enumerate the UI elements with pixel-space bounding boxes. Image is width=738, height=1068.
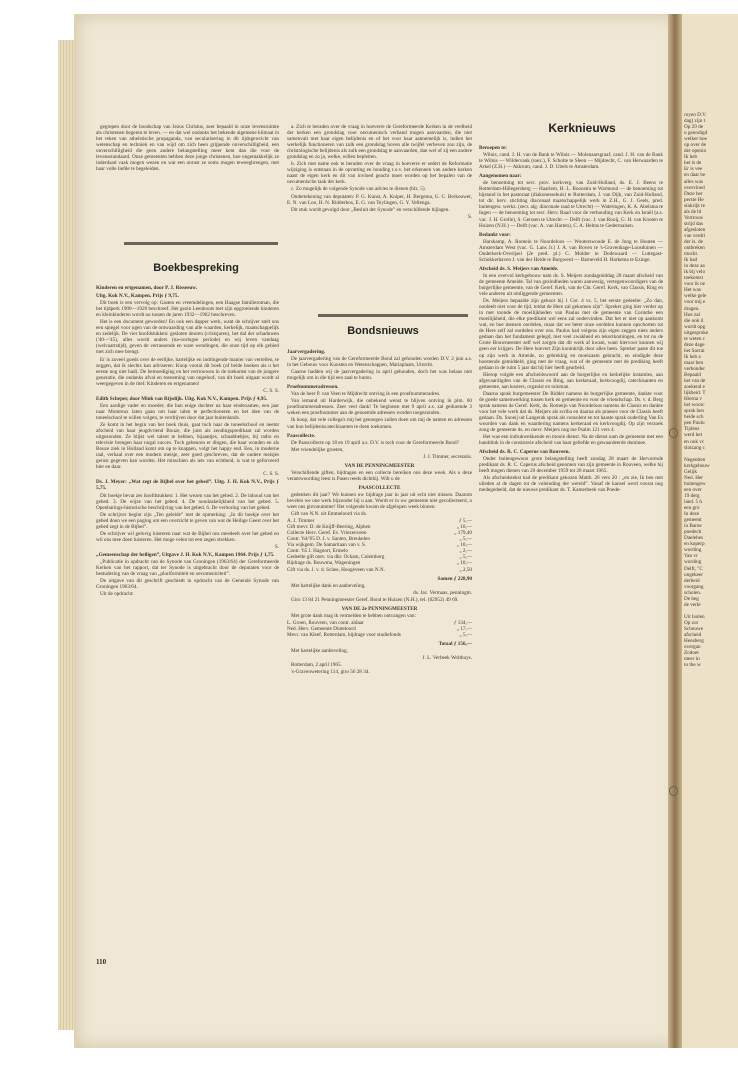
review-4-paragraph: Uit de opdracht: [100,591,134,598]
paragraph: De Paascollecte op 18 en 19 april a.s. D.V. is toch voor de Gereformeerde Bond? [291,439,459,446]
right-page-line: die ook il [684,317,704,324]
right-page-line: pen Paulu [684,420,705,427]
point-c: c. Zo mogelijk de volgende Synode van advies te dienen (blz. 5). [291,186,426,193]
right-page-line: het van de [684,378,706,385]
paragraph: Van iemand uit Harderwijk, die onbekend wenst te blijven ontving ik plm. 60 proefnummeradressen. Zeer veel dank! Te beginnen met 9 april a.s. zal gedurende 3 weken een proefnummer aan de genoemde adressen worden toegezonden. [287,398,472,417]
gifts2-total: Totaal ƒ 156,— [438,640,472,647]
paragraph: Onder buitengewoon grote belangstelling heeft zondag 28 maart de Hervormde predikant ds. R. C. Caperus afscheid genomen van zijn gemeente in Rouveen, welke hij heeft mogen dienen van 20 december 1959 tot 28 maart 1965. [479,456,663,475]
review-4-title: „Gemeenschap der heiligen”, Uitgave J. H. Kok N.V., Kampen 1964. Prijs ƒ 1,75. [96,551,275,558]
gift-amount: „ 10,— [456,560,472,567]
right-page-line: kerkgebouw [684,462,710,469]
gift-description: Contr. '64/'65 D. J. v. Santen, Breukelen [287,536,370,543]
right-page-line: wording [684,547,702,554]
binding-ring-icon [669,786,678,796]
right-page-line: een over [684,486,702,493]
right-page-line: ik bij velo [684,269,706,276]
subheading-beroepen: Beroepen te: [479,145,507,151]
right-page-line: scholen. [684,589,702,596]
paragraph: Van de heer P. van Veen te Mijdrecht ontving ik een proefnummeradres. [291,391,441,398]
column-1-top [96,124,279,248]
right-page-line: poedech [684,529,702,536]
gifts-list [287,518,472,572]
paragraph: Harskamp, A. Romein te Noordeloos — Wouterswoude E. de Jong te Houten — Amsterdam West (vac. G. Lans Jr.) J. A. van Boven te 's-Gravenhage-Loosduinen — Ouderkerk-Overijsel (2e pred. pl.) C. Mulder te Dodewaard — Luttegast-Schokkerhaven J. van der Heide te Burgwerd — Barneveld H. Harkema te Ezinge. [479,238,663,263]
review-1-paragraph: Er is zoveel goeds over de eerlijke, hartelijke en indringende manier van vertellen, te zeggen, dat ik slechts kan adviseren: Koop voorai dit boek (of beide boeken als u het eerste nog niet had). De bemoediging en het vertrouwen in de toekomst van de jongere generatie, die ondanks afval en toeneming van ongeloof, van dit boek uitgaat wordt al weergegeven in de titel: Kinderen en ertgenamen! [96,356,279,387]
right-page-line: strijd das [684,220,703,227]
right-page-line: Vertrouw [684,214,704,221]
right-page-line: deze dage [684,341,705,348]
paragraph: De jaarvergadering van de Gereformeerde Bond zal gehouden worden D.V. 2 juni a.s. in het Gebouw voor Kunsten en Wetenschappen, Mariaplaats, Utrecht. [287,356,472,369]
right-page-line: Hensberg [684,638,704,645]
gift-amount: „ 10,— [456,542,472,549]
book-gutter [668,14,682,1048]
review-1-signature: C. S. S. [263,387,279,394]
closing-note: Dit stuk wordt gevolgd door „Besluit der Synode” en verschillende bijlagen. [291,206,450,213]
right-page-line: het is de [684,160,702,167]
right-page-line: ontbreken [684,245,705,252]
gift-description: Bijdrage ds. Bouwma, Wageningen [287,560,361,567]
column-2-top [287,124,472,312]
binding-ring-icon [669,428,678,438]
paragraph: Met hartelijke dank en aanbeveling, [291,582,366,589]
subheading-penningmeester: VAN DE PENNINGMEESTER [344,462,415,469]
page-number: 110 [96,958,107,966]
gift-description: Contr. '65 J. Hagoort, Ermelo [287,548,349,555]
review-1-title: Kinderen en ertgenamen, door P. J. Risseeuw. [96,285,198,291]
right-page-line: slotzang c [684,444,705,451]
right-page-line: afscheid [684,632,702,639]
paragraph: Als afscheidstekst had de predikant gekozen Matth. 26 vers 20 : „en zie, Ik ben met ulieden al de dagen tot de voleinding der wereld”. Vanaf de kansel werd voorat nog medegedeeld, dat de nieuwe predikant ds. T. Kamerbeek van Poede- [479,475,663,494]
right-page-line: voor ik ne [684,281,706,288]
gift-amount: „ 5,— [459,536,472,543]
right-page-line: wordt opg [684,323,706,330]
gift-amount: „ 10,— [456,524,472,531]
gift-description: Via wijkgem. De Samaritaan van v. S. [287,542,367,549]
section-rule [318,314,468,317]
signatories: Ondertekening van deputaten: P. G. Kunst, A. Kuiper, H. Bergema, G. C. Berkouwer, E. N. van Loo, H. N. Ridderbos, E. G. van Teylingen, G. Y. Vellenga. [287,193,472,206]
right-page-line: Zodoer [684,650,699,657]
right-page-line: Ik heb a [684,353,701,360]
right-page-line: Op 29 de [684,124,704,131]
treasurer-signature: ds. Jac. Vermaas, penningm. [413,589,472,596]
subheading-aangenomen: Aangenomen naar: [479,173,522,180]
column-2-bond-news [287,346,472,946]
paragraph: Met grote dank mag ik vermelden te hebben ontvangen van: [291,612,416,619]
right-page-line: mocht. [684,251,699,258]
gift-description: Gift mevr. D. de Knijff-Beering, Alphen [287,524,371,531]
right-page-line: In deze [684,511,700,518]
column-1-reviews [96,283,279,949]
right-page-line: Bepaald [684,372,701,379]
right-page-line: afgesloten [684,226,706,233]
right-page-line: perste He [684,196,704,203]
gift-description: Collecte Herv. Geref. Ev. Vriezenveen [287,530,367,537]
subheading-paascollecte: Paascollecte. [287,432,316,439]
right-page-line: to the w [684,662,701,669]
subheading-afscheid-meijers: Afscheid ds. S. Meijers van Ameide. [479,265,559,272]
right-page-line: te weten c [684,335,706,342]
right-page-line: Er is vee [684,166,703,173]
right-page-line: overvloed [684,184,705,191]
address-line: Rotterdam, 2 april 1965. [291,662,342,669]
right-page-line: Ned. Her [684,474,704,481]
review-3-paragraph: De schrijver wil gelovig luisteren naar wat de Bijbel ons meedeelt over het gebed en wil ons mee doen luisteren. Het moge velen tot een zegen strekken. [96,530,279,543]
right-page-line: en koperp [684,541,705,548]
right-page-line: zoekend e [684,384,705,391]
point-b: b. Zich met name ook te beraden over de vraag in hoeverre er sedert de Reformatie wijziging is ontstaan in de opvatting en houding t.o.v. het erkennen van andere kerken naast de eigen kerk en dit van invloed geacht moet worden op het bepalen van de oecumenische taak der kerk. [287,161,472,186]
right-page-line: uitgesproke [684,329,709,336]
right-page-line: Hierna v [684,396,703,403]
right-page-line: meer in [684,656,700,663]
right-page-line: het Sacrai [684,347,705,354]
right-page-line: der is. de [684,238,703,245]
right-page-line: de verle [684,601,701,608]
review-4-paragraph: „Publicatie in opdracht van de Synode van Groningen (1963/64) der Gereformeerde Kerken van het rapport, dat ter Synode is uitgebracht door de deputaten voor de bestudering van de vraag van „pluriformiteit en oecumeniciteit”. [96,558,279,578]
intro-paragraph: gegrepen door de boodschap van Jezus Christus, zeer bepaald in onze levensruimte als christenen begeren te leven. — en dat wel ondanks het bekende algemene klimaat in het teken van atheïstische propaganda, van secularisering in dit tijdsgewricht van wetenschap en techniek en van wijd om zich heen grijpende onverschilligheid, een onverschilligheid die geen andere belangstelling meer kent dan die voor de levensstandaard. Onze gemeenten hebben deze jonge christenen, hoe ongemakkelijk ze inderdaad vaak mogen wezen en wat een onrust ze soms mogen teweegbrengen, met haar volle liefde te begeleiden. [96,124,279,173]
right-page-line: Tijdens [684,426,700,433]
right-page-line: en ook vc [684,438,705,445]
right-page-line: overgan [684,644,701,651]
right-page-line: ongekeer [684,571,704,578]
right-page-line: Daelebes [684,535,704,542]
gift-amount: ƒ 5,— [459,518,472,525]
right-page-line: sprak hen [684,408,705,415]
right-page-line: Hoe zal [684,311,700,318]
paragraph: gedenken dit jaar? We kunnen uw bijdrage jaar in jaar uit echt niet missen. Daarom bevelen we one werk bijzonder bij u aan. Wordt er in uw gemeente niet gecollecteerd, u weet ons girronummer! Het volgende kwam de afgelopen week binnen: [287,491,472,511]
right-page-line: Van vr [684,553,698,560]
right-page-line: buitengew [684,480,706,487]
gift-amount: „ 5,— [459,631,472,638]
right-page-line: Delft, "C [684,565,703,572]
paragraph: Verschillende giften, bijdragen en een collecte bereiken ons deze week. Als u deze verantwoording leest is Pasen reeds dichtbij. Wilt u de [287,469,472,482]
right-page-line: welke gele [684,293,707,300]
right-page-line: der openin [684,148,707,155]
secretary-signature: J. J. Timmer, secretaris. [423,453,472,460]
column-3-church-news [479,142,663,954]
right-page-line: wording [684,559,702,566]
gift-description: L. Groen, Rouveen, van contr. aldaar [287,619,364,626]
point-a: a. Zich te beraden over de vraag in hoeverre de Gereformeerde Kerken in de veelheid der kerken een grondslag voor oecumenisch verband mogen aanvaarden, die niet samenvalt met haar eigen belijdenis en of het voor haar aannemelijk is, indien het werkelijk functioneren van zulk een grondslag boven alle twijfel verheven zou zijn, de christologische belijdenis als zulk een grondslag te aanvaarden, dan wel of zij een andere grondslag en zo ja, welke, willen bepleiten. [287,124,472,161]
gift-description: A. J. Timmer [287,518,315,525]
right-page-line: op over de [684,142,706,149]
right-page-line: van verdri [684,232,706,239]
right-page-line: derheid [684,577,700,584]
review-3-paragraph: Dit boekje bevat zes hoofdstukken: 1. Het wezen van het gebed. 2. De inhoud van het gebed. 3. De wijze van het gebed. 4. De noodzakelijkheid van het gebed. 5. Openbarings-historische beschrijving van het gebed. 6. De verhoring van het gebed. [96,492,279,511]
gift-description: Gedeelte gift ontv. via dhr. Ockam, Culemborg [287,554,385,561]
review-2-paragraph: Ze komt in het begin van het boek thuis, gaat toch naar de toneelschool en neemt afscheid van haar jeugdvriend Bouze, die juist als zendingspredikant zal worden uitgezonden. Ze blijkt wel talent te hebben, bijaantjes, schnabbeltjes, bij radio en televisie brengen haar nogal succes. Toch gebeuren er dingen, die haar wonden en als Bouze ziek in Holland komt om op te knappen, volgt het happy end. Een, in moderne taal, verhaal over een modern meisje, zeer goed geschreven, dat de oudere meisjes gerust gegeven kan worden. Het misschien als iets van echtheid, is wat te geforceerd hier en daar. [96,421,279,471]
gift-description: Gift via ds. J. v. d. Schee, Hoogeveen van N.N. [287,566,385,573]
review-2-paragraph: Een aardige vader en moeder, die hun enige dochter na haar eindexamen, een jaar naar Montreux laten gaan om haar talen te perfectioneren en het idee van de toneelschool te willen volgen, te verdrijven door dat jaar buitenlands. [96,402,279,421]
right-page-line: dag) zijn t [684,118,706,125]
gift-amount: „ 5,— [459,554,472,561]
right-page-line: beide sch [684,414,704,421]
right-page-line: toekomst [684,275,704,282]
paragraph: Met hartelijke aanbeveling, [291,648,348,655]
right-page-line: in deze aa [684,263,705,270]
right-page-line: sinkrijk te [684,202,705,209]
paragraph: Daarna sprak burgemeester De Ridder namens de burgerlijke gemeente, dankte voor de goede samenwerking tussen kerk en gemeente en voor de vriendschap. Ds. v. d. Berg sprak namens de Geref. Kerk, ds. Romeijn van Noordeloos namens de Classis en dankte voor het vele werk dat ds. Meijers als scriba en daarna als praeses voor de Classis heeft gedaan. Ds. Snoeij uit Langerak sprak als consulent en tot haaste sprak ouderling Van Es woorden van dank en waardering namens kerkeraad en kerkvoogdij. Op zijn verzoek zong de gemeente ds. en mevr. Meijers nog toe Psalm 121 vers 4. [479,390,663,434]
right-page-line: en daar be [684,172,706,179]
right-page-line: verbonder [684,365,706,372]
right-page-line: Schouwe [684,625,704,632]
gift-amount: „ 2,50 [459,566,472,573]
paragraph: Met vriendelijke groeten, [291,446,344,453]
right-page-line: als de bl [684,208,702,215]
closing-signature: S. [467,213,472,220]
address-line: 's-Gravenwetering 114, giro 56 28 34. [291,669,370,676]
right-page-line: werd het [684,432,703,439]
right-page-line: gemeent [684,517,702,524]
gift-row [287,567,472,573]
right-page-line: royen D.V. [684,112,707,118]
paragraph: de benoeming tot secr. prov. kerkverg. van Zuid-Holland, ds. E. J. Beens te Rotterdam-Hillegersberg — Haarlem, H. L. Boonstra te Warmond — de benoeming tot bijstand in het pastoraat (diakonessehuis) te Rotterdam, J. van Dijk, van Zuid-Holland, tot dir. herv. stichting diaconaal maatschappelijk werk in Z.H., G. J. Geels, pred. buitengew. werkz. (secr. alg. diaconale raad te Utrecht) — Wateringen, K. A. Abelsma te Ingen — de benoeming tot secr. Herv. Raad voor de verhouding van Kerk en Israël (a.s. vac. J. H. Grolle), S. Gerssen te Utrecht — Delft (vac. J. van Rooij, G. H. van Knoten te Huizen (N.H.) — Delft (vac. A. van Harten), C. A. Helms te Gedermalsen. [479,180,663,229]
gift-amount: „ 179,40 [454,530,472,537]
gift-amount: ƒ 134,— [453,619,472,626]
review-1-publisher: Uitg. Kok N.V., Kampen. Prijs ƒ 9,75. [96,293,179,300]
right-page-line: in Barne [684,523,702,530]
right-page-line: Deze her [684,190,703,197]
subheading-proefnummer: Proefnummeradressen. [287,384,339,391]
right-page-line: Gelijk [684,468,697,475]
paragraph: Ds. Meijers bepaalde zijn gehoor bij 1 Cor. 4 vs. 5, het eerste gedeelte: „Zo dan, oordeelt niet voor de tijd, totdat de Here zal gekomen zijn”. Spreker ging hier verder op in met toonde de moeilijkheden van Paulus met de gemeente van Corinthe een moeilijkheid, die elke predikant wel eens zal ondervinden. Dat het er niet op aankomt wat, en hoe mensen oordelen, maar dat we beter onze oordelen kunnen opschorten tot de Here zelf zal oordelen over ons. Paulus had volgens zijn eigen zeggen niets anders gedaan dan het fundament gelegd, met veel zwakheid en tekortkomingen, en tot nu de Grote Bouwmeester zelf wel zorgen dat dit werk af kwam, want hiervoor kunnen wij geen eer krijgen. De Here hoevert Zijn koninkrijk door alles heen. Spreker paste dit toe op zijn werk in Ameide, zo gebrekkig en moeizaam gebracht, en eindigde deze hoestende gemiddeld, ging met de vraag, wat of de gemeente met de prediking heeft gedaan in de ruim 5 jaar dat hij hier heeft gearbeid. [479,298,663,371]
gift-description: Mevr. van Kleef, Rotterdam, bijdrage voor studiefonds [287,631,401,638]
review-3-title: Ds. J. Meyer: „Wat zegt de Bijbel over het gebed”. Uitg. J. H. Kok N.V., Prijs ƒ 5,75. [96,479,279,492]
subheading-penningmeester-2: VAN DE 2e PENNINGMEESTER [341,605,418,612]
gift-amount: „ 17,— [456,625,472,632]
right-page-line: Ik had [684,257,698,264]
treasurer-2-signature: J. L. Verbeek Wolthuys. [422,655,472,662]
gifts-total: Samen ƒ 228,90 [437,575,472,582]
review-2-title: Edith Scheper, door Mink van Rijsdijk. Uitg. Kok N.V., Kampen. Prijs ƒ 4,95. [96,395,268,402]
right-page-line: dragen. [684,305,700,312]
review-2-signature: C. S. S. [263,471,279,478]
paragraph: Het was een indrukwekkende en mooie dienst. Na de dienst nam de gemeente met een handdruk in de consistorie afscheid van haar geliefde en gewaardeerde dominee. [479,434,663,447]
review-1-paragraph: Het is een document geworden! En ook een dapper werk, want de schrijver stelt ons een spiegel voor ogen van de ontwaarding van alle waarden, kerkelijk, maatschappelijk en zedelijk. De vier hoofdstukken: gesloten deuren (crisisjaren), het dal der schaduwen ('40—'45), alles wordt anders (na-oorlogse periode) en wij leven vandaag (welvaartstijd), geven de verrassende en ware wendingen, die onze tijd op elk gebied met zich mee brengt. [96,319,279,356]
right-page-line: voor mij e [684,299,706,306]
right-page-line: Op zor [684,619,699,626]
subheading-afscheid-caperus: Afscheid ds. R. C. Caperus van Rouveen. [479,449,570,456]
right-page-line: Negentien [684,456,706,463]
subheading-jaarvergadering: Jaarvergadering. [287,349,326,355]
review-4-paragraph: De uitgave van dit geschrift geschiedt in opdracht van de Generale Synode van Groningen 1963/64. [96,578,279,591]
right-page-line: het woorc [684,402,705,409]
gift-row [287,632,472,638]
gifts2-list [287,620,472,638]
paragraph: Ik hoop, dat vele collega's mij het genoegen zullen doen om mij de namen en adressen van hun belijdeniscatechisanten te doen toekomen. [287,417,472,430]
right-page-line: Het was [684,287,701,294]
review-3-signature: S. [274,543,279,550]
right-page-line: welker hoe [684,136,707,143]
gift-description: Ned. Herv. Gemeente Dinteloord [287,625,356,632]
right-page-line: De beg [684,595,699,602]
review-1-paragraph: Dit boek is een vervolg op: Gasten en vreemdelingen, een Haagse familieroman, die het tijdperk 1900—1920 beschreef. Het gezin Leenhouts met zijn opgroeiende kinderen en kleinkinderen wordt nu tussen de jaren 1932—1962 beschreven. [96,300,279,319]
gifts-intro: Gift van N.N. uit Emmeloord via ds. [291,511,367,518]
right-page-line: een gro [684,505,700,512]
gift-amount: „ 2,— [459,548,472,555]
paragraph: Wilnis, cand. J. H. van de Bank te Wilnis — Molenaarsgraaf, cand. J. H. van de Bank te Wilnis — Wildervank (toez.), F. Scholte te Sleen — Mijdrecht, C. van Herwaarden te Arkel (Z.H.) — Akkrum, cand. J. D. Ubels te Amsterdam. [479,152,663,171]
right-page-line: maar ben [684,359,704,366]
right-page-line: lijkheid. T [684,390,706,397]
right-page-line: alles was [684,178,703,185]
giro-info: Giro 13 84 21 Penningmeester Geref. Bond te Huizen (N.H.), tel. (02952) 49 69. [291,596,459,603]
subheading-bedankt: Bedankt voor: [479,231,511,238]
right-page-line: voorgang [684,583,704,590]
heading-bondsnieuws: Bondsnieuws [347,325,419,337]
subheading-paascollecte-caps: PAASCOLLECTE [358,484,401,491]
right-page-line: Ik heb [684,154,698,161]
heading-kerknieuws: Kerknieuws [548,121,616,135]
right-page-line: 19 derg [684,492,700,499]
right-page-line: land. 5 h [684,499,703,505]
right-page-text-fragments [684,112,738,1042]
review-3-paragraph: De schrijver begint zijn „Ten geleide” met de opmerking: „In dit boekje over het gebed doen we een poging om een overzicht te geven van wat de Heilige Geest over het gebed zegt in de Bijbel”. [96,511,279,530]
right-page-line: u genodigd [684,130,708,137]
section-rule [124,242,278,245]
right-page-line: Uit Isolen [684,613,705,620]
heading-boekbespreking: Boekbespreking [153,262,239,274]
paragraph: Hierop volgde een afscheidswoord aan de burgerlijke en kerkelijke instanties, aan afgevaardigden van de Classis en Ring, aan kerkeraad, kerkvoogdij, catechisanten en gemeente, aan kosters, organist en tuinman. [479,371,663,390]
paragraph: In een overvol kerkgebouw nam ds. S. Meijers zondagmiddag 28 maart afscheid van de gemeente Ameide. Tal van gezindheden waren aanwezig, vertegenwoordigers van de burgerlijke gemeente, van de Geref. Kerk, van de Chr. Geref. Kerk, van Classis, Ring en vele anderen uit omliggende gemeenten. [479,272,663,298]
paragraph: Gaarne hadden wij de jaarvergadering in april gehouden, doch het was helaas niet mogelijk om in die tijd een zaal te huren. [287,369,472,382]
